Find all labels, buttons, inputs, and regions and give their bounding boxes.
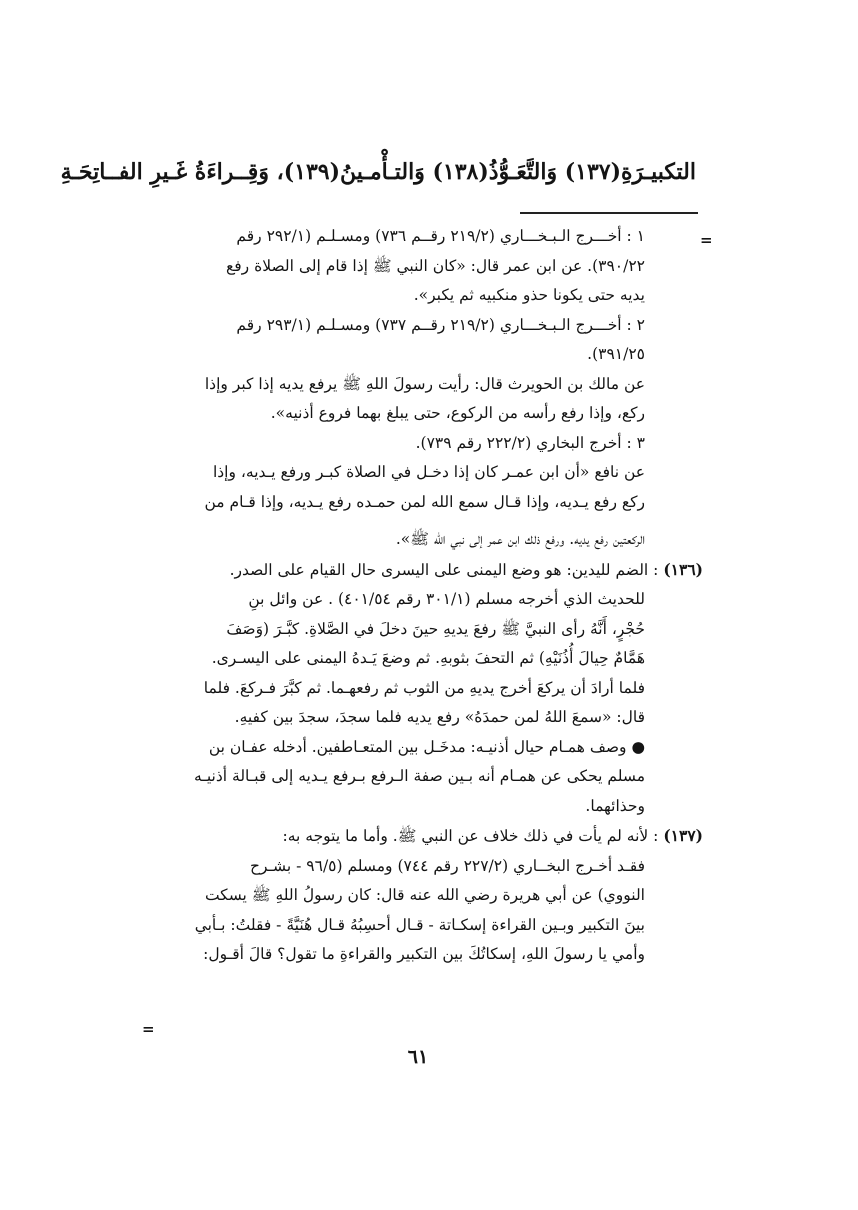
footnote-line: حُجْرٍ، أَنَّهُ رأى النبيَّ ﷺ رفعَ يديهِ حينَ دخلَ في الصَّلاةِ. كبَّـرَ (وَصَفَ — [226, 619, 645, 638]
footnote-line: عن مالك بن الحويرث قال: رأيت رسولَ اللهِ ﷺ يرفع يديه إذا كبر وإذا — [204, 374, 645, 393]
footnote-line: وأمي يا رسولَ اللهِ، إسكاتُكَ بين التكبير والقراءةِ ما تقول؟ قالَ أقـول: — [203, 945, 645, 963]
page-number: ٦١ — [407, 1046, 429, 1068]
footnote-line: ٣٩٠/٢٢). عن ابن عمر قال: «كان النبي ﷺ إذا قام إلى الصلاة رفع — [226, 256, 645, 275]
footnote-line: يديه حتى يكونا حذو منكبيه ثم يكبر». — [413, 286, 645, 304]
footnote-line: مسلم يحكى عن همـام أنه بـين صفة الـرفع بـرفع يـديه إلى قبـالة أذنيـه — [194, 767, 645, 785]
footnote-line: ٢ : أخـــرج الـبـخـــاري (٢١٩/٢ رقــم ٧٣٧) ومسـلـم (٢٩٣/١ رقم — [236, 315, 645, 334]
footnote-137 — [148, 821, 703, 970]
footnote-divider — [520, 212, 698, 214]
footnote-line: وحذائهما. — [585, 796, 645, 815]
footnote-line: ركع رفع يـديه، وإذا قـال سمع الله لمن حمـده رفع يـديه، وإذا قـام من — [204, 492, 645, 511]
footnote-line: بينَ التكبير وبـين القراءة إسكـاتة - قـال أحسِبُهُ قـال هُنَيَّةً - فقلتُ: بـأبي — [194, 915, 645, 934]
footnote-line: للحديث الذي أخرجه مسلم (٣٠١/١ رقم ٤٠١/٥٤) . عن وائل بنِ — [248, 590, 645, 608]
footnote-line: ١ : أخـــرج الـبـخـــاري (٢١٩/٢ رقــم ٧٣٦) ومسـلـم (٢٩٢/١ رقم — [236, 227, 645, 245]
main-text-line: التكبيـرَةِ(١٣٧) وَالتَّعَـوُّذُ(١٣٨) وَالتـأْمـينُ(١٣٩)، وَقِــراءَةُ غَـيرِ الفــاتِحَـةِ — [60, 159, 696, 185]
footnote-line: فقـد أخـرج البخــاري (٢٢٧/٢ رقم ٧٤٤) ومسلم (٩٦/٥ - بشـرح — [249, 856, 645, 875]
footnote-line: ● وصف همـام حيال أذنيـه: مدخَـل بين المتعـاطفين. أدخله عفـان بن — [208, 737, 645, 756]
footnotes-section — [148, 222, 703, 970]
footnote-text: : الضم لليدين: هو وضع اليمنى على اليسرى حال القيام على الصدر. — [229, 560, 659, 579]
continued-footnote-block — [148, 222, 703, 555]
footnote-line: قال: «سمعَ اللهُ لمن حمدَهُ» رفع يديه فلما سجدَ، سجدَ بين كفيهِ. — [234, 708, 645, 726]
footnote-line: فلما أرادَ أن يركعَ أخرج يديهِ من الثوب ثم رفعهـما. ثم كبَّرَ فـركعَ. فلما — [203, 678, 645, 697]
footnote-line: ٣ : أخرج البخاري (٢٢٢/٢ رقم ٧٣٩). — [415, 433, 645, 452]
footnote-line: ٣٩١/٢٥). — [587, 345, 645, 363]
footnote-line: ركع، وإذا رفع رأسه من الركوع، حتى يبلغ بهما فروع أذنيه». — [270, 404, 645, 422]
continuation-marker-top: = — [700, 231, 713, 249]
footnote-number: (١٣٦) — [663, 559, 703, 579]
footnote-line: عن نافع «أن ابن عمـر كان إذا دخـل في الصلاة كبـر ورفع يـديه، وإذا — [212, 463, 645, 481]
footnote-text: : لأنه لم يأت في ذلك خلاف عن النبي ﷺ. وأما ما يتوجه به: — [282, 827, 659, 845]
footnote-136 — [148, 555, 703, 822]
footnote-line — [148, 555, 703, 586]
continuation-marker-bottom: = — [142, 1020, 155, 1038]
footnote-line: هَمَّامٌ حِيالَ أُذُنَيْهِ) ثم التحفَ بثوبهِ. ثم وضعَ يَـدهُ اليمنى على اليسـرى. — [211, 649, 645, 667]
footnote-line — [148, 821, 703, 852]
footnote-line: النووي) عن أبي هريرة رضي الله عنه قال: كان رسولُ اللهِ ﷺ يسكت — [204, 886, 645, 904]
footnote-line: الركعتين رفع يديه. ورفع ذلك ابن عمر إلى نبي الله ﷺ». — [395, 530, 645, 548]
footnote-number: (١٣٧) — [663, 826, 703, 845]
